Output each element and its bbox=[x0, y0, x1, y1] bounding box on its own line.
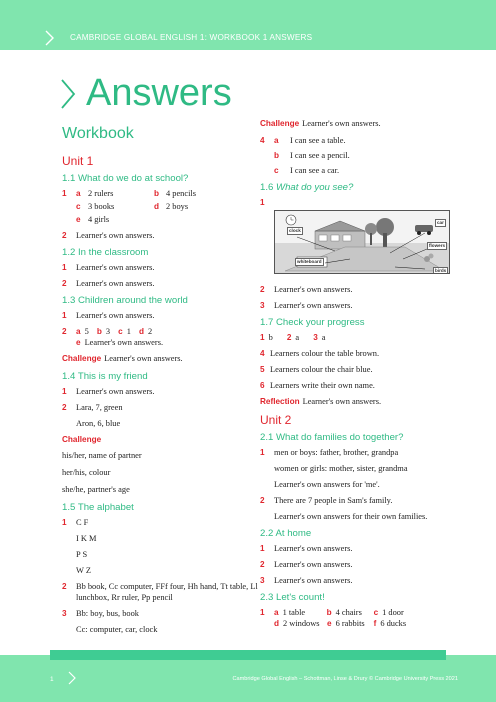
challenge-text: Learner's own answers. bbox=[302, 119, 381, 128]
answer-text: Learner's own answers. bbox=[76, 387, 155, 396]
label-flowers: flowers bbox=[429, 243, 446, 248]
answer-line: P S bbox=[76, 550, 88, 559]
question-number: 1 bbox=[62, 311, 67, 320]
answer-line: men or boys: father, brother, grandpa bbox=[274, 448, 399, 457]
answer-1-2-2 bbox=[62, 278, 262, 289]
answer-text: Learner's own answers. bbox=[274, 576, 353, 585]
item-text: 3 bbox=[105, 327, 111, 336]
workbook-heading: Workbook bbox=[62, 125, 134, 142]
answer-line: W Z bbox=[76, 566, 91, 575]
item-text: 5 bbox=[84, 327, 89, 336]
answer-text: Learner's own answers. bbox=[76, 311, 155, 320]
section-1-3-heading: 1.3 Children around the world bbox=[62, 295, 188, 306]
item-text: 2 rulers bbox=[88, 189, 114, 198]
answer-line: Learner's own answers for 'me'. bbox=[274, 480, 380, 489]
question-number: 2 bbox=[62, 403, 67, 412]
section-1-4-heading: 1.4 This is my friend bbox=[62, 371, 148, 382]
answer-1-5-2 bbox=[62, 581, 262, 603]
answer-2-1-1 bbox=[260, 447, 440, 490]
item-letter: a bbox=[76, 327, 81, 336]
question-number: 2 bbox=[260, 285, 265, 294]
answer-line: Bb: boy, bus, book bbox=[76, 609, 139, 618]
answer-line: Cc: computer, car, clock bbox=[76, 625, 158, 634]
reflection-1-7 bbox=[260, 396, 440, 407]
footer-credit: Cambridge Global English – Schottman, Linse & Drury © Cambridge University Press 2021 bbox=[232, 676, 458, 682]
right-column bbox=[260, 118, 447, 634]
item-letter: d bbox=[274, 619, 280, 628]
item-letter: c bbox=[76, 202, 81, 211]
item-text: Learner's own answers. bbox=[84, 338, 164, 347]
answer-text: a bbox=[295, 333, 300, 342]
answer-2-1-2 bbox=[260, 495, 440, 522]
item-text: 2 boys bbox=[166, 202, 189, 211]
item-text: I can see a pencil. bbox=[290, 151, 350, 160]
item-letter: d bbox=[154, 202, 160, 211]
answer-line: There are 7 people in Sam's family. bbox=[274, 496, 393, 505]
answer-line: Aron, 6, blue bbox=[76, 419, 121, 428]
item-letter: e bbox=[76, 338, 81, 347]
unit-1-heading: Unit 1 bbox=[62, 154, 94, 168]
item-text: 6 rabbits bbox=[335, 619, 365, 628]
answer-text: Learners colour the chair blue. bbox=[270, 365, 373, 374]
reflection-label: Reflection bbox=[260, 397, 300, 406]
item-text: 1 table bbox=[282, 608, 306, 617]
question-number: 1 bbox=[260, 198, 265, 207]
item-letter: a bbox=[274, 608, 279, 617]
item-text: 2 windows bbox=[283, 619, 320, 628]
item-text: 6 ducks bbox=[380, 619, 407, 628]
challenge-1-3 bbox=[62, 353, 262, 364]
item-letter: b bbox=[154, 189, 160, 198]
question-number: 2 bbox=[62, 327, 67, 336]
answer-1-2-1 bbox=[62, 262, 262, 273]
challenge-label: Challenge bbox=[62, 354, 102, 363]
item-letter: f bbox=[373, 619, 377, 628]
section-1-1-heading: 1.1 What do we do at school? bbox=[62, 173, 189, 184]
left-column bbox=[62, 124, 262, 640]
unit-2-heading: Unit 2 bbox=[260, 413, 292, 427]
challenge-line: his/her, name of partner bbox=[62, 451, 142, 460]
item-text: 4 pencils bbox=[166, 189, 197, 198]
answer-1-5-4 bbox=[260, 135, 440, 176]
challenge-label: Challenge bbox=[62, 435, 102, 444]
item-text: 2 bbox=[148, 327, 153, 336]
footer-bar bbox=[50, 650, 446, 660]
page-number: 1 bbox=[50, 676, 54, 683]
question-number: 3 bbox=[62, 609, 67, 618]
section-1-6-heading bbox=[260, 181, 440, 194]
item-letter: c bbox=[118, 327, 123, 336]
answer-1-1-1 bbox=[62, 188, 262, 225]
chevron-right-icon bbox=[60, 78, 76, 110]
question-number: 2 bbox=[62, 231, 67, 240]
question-number: 2 bbox=[260, 496, 265, 505]
question-number: 1 bbox=[62, 189, 67, 198]
answer-text: Learner's own answers. bbox=[76, 263, 155, 272]
answer-line: Lara, 7, green bbox=[76, 403, 123, 412]
answer-text: Bb book, Cc computer, FFf four, Hh hand, Tt table, Ll lunchbox, Rr ruler, Pp pencil bbox=[76, 582, 258, 602]
answer-1-1-2 bbox=[62, 230, 262, 241]
answer-1-6-2 bbox=[260, 284, 440, 295]
answer-text: Learner's own answers. bbox=[274, 544, 353, 553]
label-clock: clock bbox=[289, 228, 301, 233]
item-letter: c bbox=[373, 608, 379, 617]
question-number: 2 bbox=[62, 582, 67, 591]
scene-illustration bbox=[274, 210, 450, 274]
answer-line: women or girls: mother, sister, grandma bbox=[274, 464, 408, 473]
section-2-1-heading: 2.1 What do families do together? bbox=[260, 432, 404, 443]
chevron-right-icon bbox=[68, 671, 76, 685]
question-number: 4 bbox=[260, 136, 265, 145]
question-number: 5 bbox=[260, 365, 265, 374]
challenge-line: she/he, partner's age bbox=[62, 485, 130, 494]
question-number: 1 bbox=[62, 387, 67, 396]
question-number: 3 bbox=[313, 333, 318, 342]
item-text: 3 books bbox=[88, 202, 115, 211]
reflection-text: Learner's own answers. bbox=[302, 397, 382, 406]
item-text: 4 girls bbox=[88, 215, 110, 224]
item-letter: c bbox=[274, 166, 279, 175]
answer-1-5-1 bbox=[62, 517, 262, 576]
answer-text: Learner's own answers. bbox=[274, 560, 353, 569]
page-title: Answers bbox=[86, 72, 232, 114]
answer-1-7-5 bbox=[260, 364, 440, 375]
answer-1-7-6 bbox=[260, 380, 440, 391]
section-title: What do you see? bbox=[276, 182, 354, 193]
question-number: 2 bbox=[260, 560, 265, 569]
answer-1-7-4 bbox=[260, 348, 440, 359]
section-2-2-heading: 2.2 At home bbox=[260, 528, 312, 539]
section-1-2-heading: 1.2 In the classroom bbox=[62, 247, 149, 258]
answer-1-3-1 bbox=[62, 310, 262, 321]
question-number: 6 bbox=[260, 381, 265, 390]
question-number: 1 bbox=[62, 263, 67, 272]
answer-text: Learner's own answers. bbox=[76, 279, 155, 288]
item-text: I can see a car. bbox=[290, 166, 340, 175]
answer-1-4-1 bbox=[62, 386, 262, 397]
question-number: 2 bbox=[286, 333, 292, 342]
challenge-1-5 bbox=[260, 118, 440, 129]
item-letter: a bbox=[76, 189, 81, 198]
question-number: 1 bbox=[260, 333, 265, 342]
item-letter: e bbox=[327, 619, 332, 628]
item-text: 4 chairs bbox=[335, 608, 362, 617]
answer-text: a bbox=[321, 333, 326, 342]
label-birds: birds bbox=[435, 268, 447, 273]
section-1-7-heading: 1.7 Check your progress bbox=[260, 317, 365, 328]
answer-2-2-1 bbox=[260, 543, 440, 554]
answer-2-2-2 bbox=[260, 559, 440, 570]
challenge-label: Challenge bbox=[260, 119, 300, 128]
section-number: 1.6 bbox=[260, 182, 274, 193]
answer-text: Learner's own answers. bbox=[274, 301, 353, 310]
question-number: 3 bbox=[260, 301, 265, 310]
item-letter: a bbox=[274, 136, 279, 145]
answer-text: Learner's own answers. bbox=[274, 285, 353, 294]
answer-line: C F bbox=[76, 518, 89, 527]
item-text: 1 door bbox=[382, 608, 404, 617]
answer-text: Learner's own answers. bbox=[76, 231, 155, 240]
answer-1-6-3 bbox=[260, 300, 440, 311]
answer-1-7-1-3 bbox=[260, 332, 440, 343]
question-number: 1 bbox=[260, 608, 265, 617]
question-number: 1 bbox=[260, 448, 265, 457]
answer-2-2-3 bbox=[260, 575, 440, 586]
header-bar bbox=[0, 0, 496, 50]
item-letter: d bbox=[138, 327, 144, 336]
challenge-1-4 bbox=[62, 434, 262, 495]
question-number: 3 bbox=[260, 576, 265, 585]
header-title: CAMBRIDGE GLOBAL ENGLISH 1: WORKBOOK 1 ANSWERS bbox=[70, 33, 313, 42]
item-letter: b bbox=[274, 151, 280, 160]
item-text: I can see a table. bbox=[290, 136, 346, 145]
answer-1-4-2 bbox=[62, 402, 262, 429]
question-number: 1 bbox=[260, 544, 265, 553]
item-letter: b bbox=[96, 327, 102, 336]
item-letter: e bbox=[76, 215, 81, 224]
answer-grid bbox=[76, 188, 262, 225]
label-car: car bbox=[437, 220, 444, 225]
answer-line: Learner's own answers for their own families. bbox=[274, 512, 428, 521]
section-2-3-heading: 2.3 Let's count! bbox=[260, 592, 325, 603]
answer-1-3-2 bbox=[62, 326, 262, 348]
answer-line: I K M bbox=[76, 534, 97, 543]
item-text: 1 bbox=[126, 327, 131, 336]
answer-text: Learners write their own name. bbox=[270, 381, 375, 390]
question-number: 1 bbox=[62, 518, 67, 527]
footer bbox=[0, 668, 496, 694]
challenge-text: Learner's own answers. bbox=[104, 354, 183, 363]
answer-text: b bbox=[268, 333, 273, 342]
answer-text: Learners colour the table brown. bbox=[270, 349, 380, 358]
question-number: 4 bbox=[260, 349, 265, 358]
answer-1-6-1 bbox=[260, 197, 440, 208]
section-1-5-heading: 1.5 The alphabet bbox=[62, 502, 134, 513]
question-number: 2 bbox=[62, 279, 67, 288]
answer-1-5-3 bbox=[62, 608, 262, 635]
chevron-right-icon bbox=[44, 30, 54, 46]
challenge-line: her/his, colour bbox=[62, 468, 111, 477]
label-whiteboard: whiteboard bbox=[297, 259, 322, 264]
answer-2-3-1 bbox=[260, 607, 440, 629]
item-letter: b bbox=[326, 608, 332, 617]
